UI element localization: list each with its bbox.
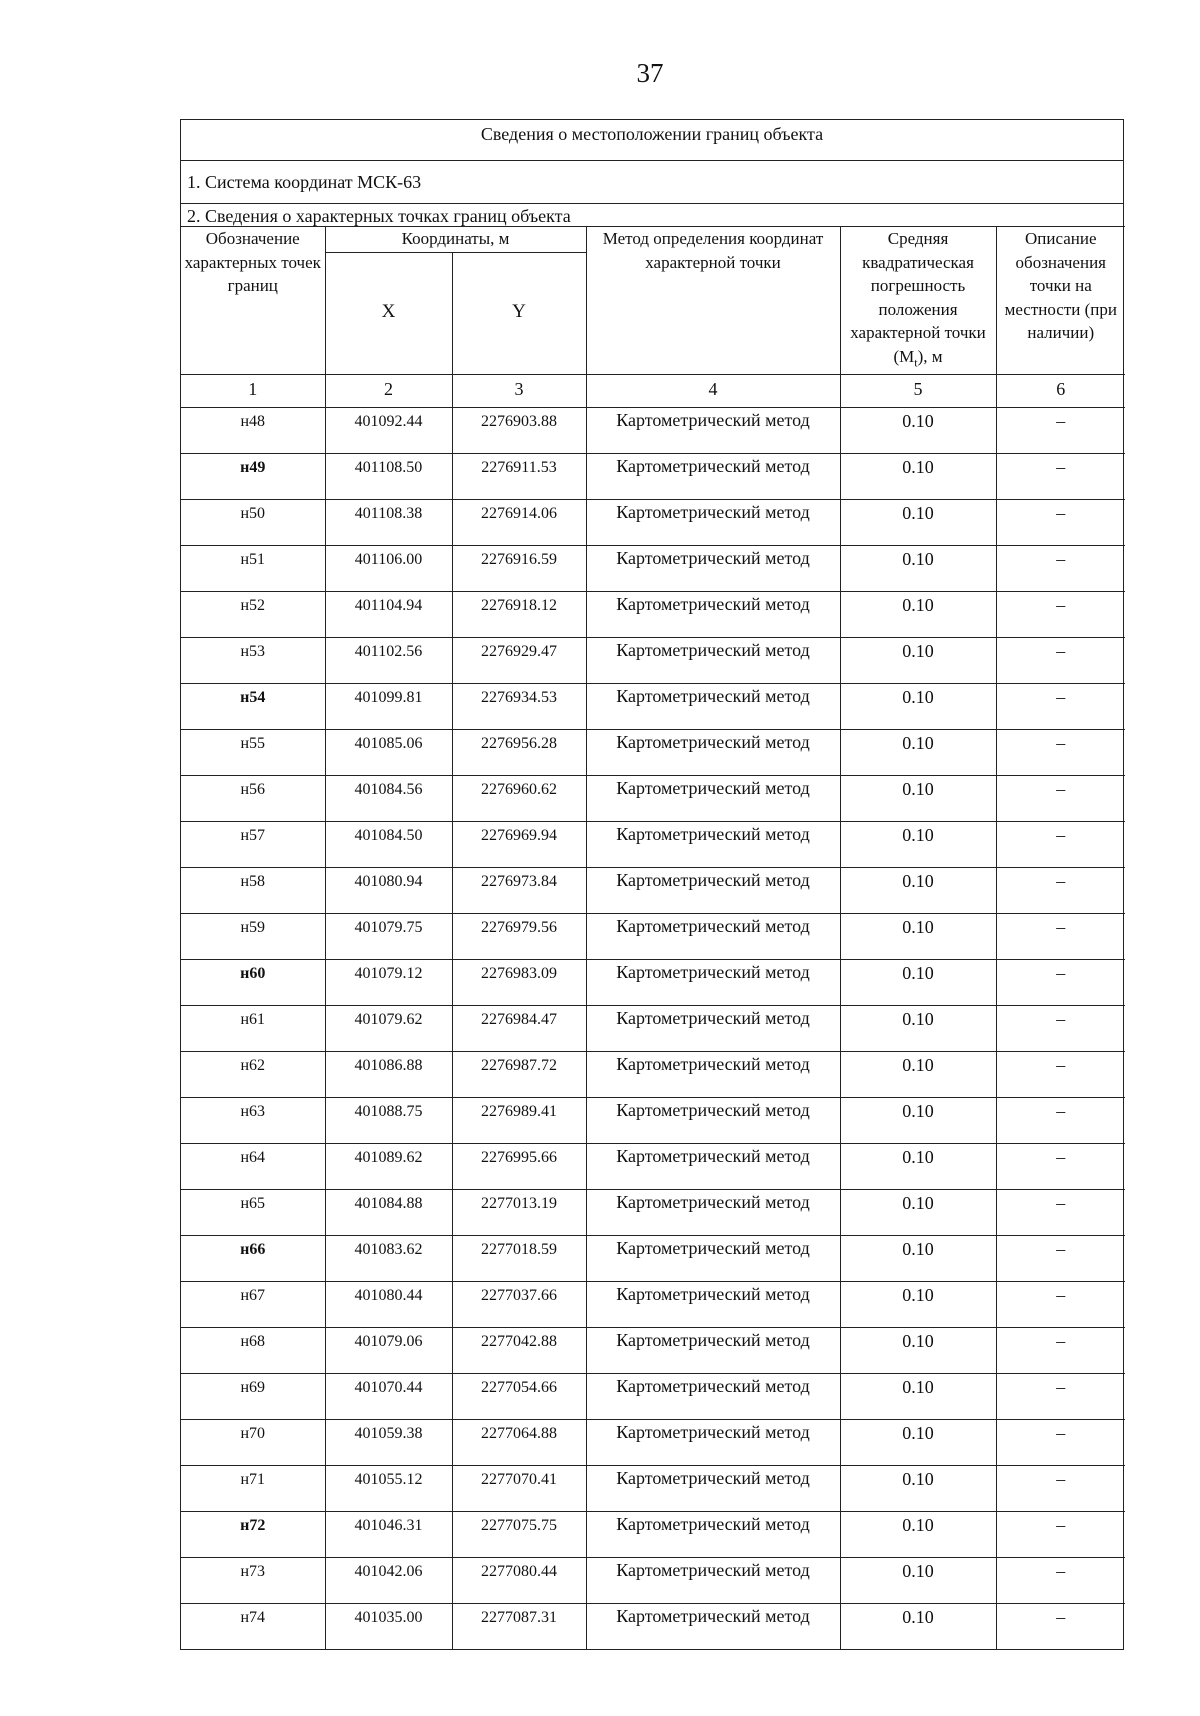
error-cell: 0.10 [840,1190,996,1236]
error-cell: 0.10 [840,1052,996,1098]
table-row [181,1098,1125,1144]
point-cell: н68 [181,1328,325,1374]
method-cell: Картометрический метод [586,776,840,822]
error-cell: 0.10 [840,1420,996,1466]
point-cell: н64 [181,1144,325,1190]
point-cell: н51 [181,546,325,592]
y-coord-cell: 2276903.88 [452,408,586,454]
y-coord-cell: 2277064.88 [452,1420,586,1466]
y-coord-cell: 2276983.09 [452,960,586,1006]
x-coord-cell: 401079.62 [325,1006,452,1052]
point-cell: н55 [181,730,325,776]
table-row [181,592,1125,638]
description-cell: – [996,1236,1125,1282]
table-row [181,730,1125,776]
table-row [181,546,1125,592]
x-coord-cell: 401084.88 [325,1190,452,1236]
col-header-error [840,227,996,375]
y-coord-cell: 2276984.47 [452,1006,586,1052]
table-row [181,500,1125,546]
description-cell: – [996,868,1125,914]
points-table-header [181,227,1125,375]
method-cell: Картометрический метод [586,914,840,960]
description-cell: – [996,638,1125,684]
y-coord-cell: 2276934.53 [452,684,586,730]
error-cell: 0.10 [840,730,996,776]
error-cell: 0.10 [840,868,996,914]
y-coord-cell: 2277037.66 [452,1282,586,1328]
method-cell: Картометрический метод [586,1098,840,1144]
point-cell: н62 [181,1052,325,1098]
y-coord-cell: 2276916.59 [452,546,586,592]
table-row [181,1604,1125,1650]
table-row [181,1328,1125,1374]
table-row [181,1282,1125,1328]
x-coord-cell: 401059.38 [325,1420,452,1466]
table-row [181,684,1125,730]
y-coord-cell: 2276929.47 [452,638,586,684]
error-cell: 0.10 [840,1236,996,1282]
method-cell: Картометрический метод [586,1558,840,1604]
point-cell: н49 [181,454,325,500]
error-label-a: Средняя квадратическая погрешность положения характерной точки (M [850,229,986,366]
x-coord-cell: 401080.44 [325,1282,452,1328]
method-cell: Картометрический метод [586,500,840,546]
x-coord-cell: 401079.12 [325,960,452,1006]
table-row [181,454,1125,500]
x-coord-cell: 401104.94 [325,592,452,638]
column-numbers-row [181,375,1125,408]
point-cell: н67 [181,1282,325,1328]
x-coord-cell: 401055.12 [325,1466,452,1512]
method-cell: Картометрический метод [586,1144,840,1190]
description-cell: – [996,592,1125,638]
description-cell: – [996,1098,1125,1144]
point-cell: н52 [181,592,325,638]
error-cell: 0.10 [840,1604,996,1650]
table-row [181,776,1125,822]
description-cell: – [996,960,1125,1006]
description-cell: – [996,1512,1125,1558]
description-cell: – [996,1420,1125,1466]
error-cell: 0.10 [840,1558,996,1604]
method-cell: Картометрический метод [586,868,840,914]
description-cell: – [996,1052,1125,1098]
x-coord-cell: 401042.06 [325,1558,452,1604]
table-row [181,868,1125,914]
y-coord-cell: 2277087.31 [452,1604,586,1650]
error-cell: 0.10 [840,454,996,500]
points-table-body [181,375,1125,1650]
point-cell: н72 [181,1512,325,1558]
description-cell: – [996,454,1125,500]
y-coord-cell: 2276914.06 [452,500,586,546]
method-cell: Картометрический метод [586,1052,840,1098]
y-coord-cell: 2276969.94 [452,822,586,868]
y-coord-cell: 2276979.56 [452,914,586,960]
x-coord-cell: 401080.94 [325,868,452,914]
method-cell: Картометрический метод [586,1236,840,1282]
point-cell: н74 [181,1604,325,1650]
error-cell: 0.10 [840,592,996,638]
error-cell: 0.10 [840,1466,996,1512]
table-row [181,1374,1125,1420]
description-cell: – [996,1144,1125,1190]
table-title: Сведения о местоположении границ объекта [181,120,1123,161]
method-cell: Картометрический метод [586,546,840,592]
x-coord-cell: 401108.38 [325,500,452,546]
col-number: 3 [452,375,586,408]
method-cell: Картометрический метод [586,454,840,500]
description-cell: – [996,1374,1125,1420]
description-cell: – [996,776,1125,822]
y-coord-cell: 2277018.59 [452,1236,586,1282]
table-row [181,1190,1125,1236]
x-coord-cell: 401070.44 [325,1374,452,1420]
error-cell: 0.10 [840,960,996,1006]
table-row [181,1236,1125,1282]
table-row [181,822,1125,868]
x-coord-cell: 401088.75 [325,1098,452,1144]
y-coord-cell: 2276987.72 [452,1052,586,1098]
description-cell: – [996,822,1125,868]
error-cell: 0.10 [840,684,996,730]
x-coord-cell: 401079.75 [325,914,452,960]
table-row [181,638,1125,684]
x-coord-cell: 401108.50 [325,454,452,500]
points-caption: 2. Сведения о характерных точках границ объекта [187,206,571,226]
y-coord-cell: 2277042.88 [452,1328,586,1374]
y-coord-cell: 2276989.41 [452,1098,586,1144]
point-cell: н71 [181,1466,325,1512]
col-header-description: Описание обозначения точки на местности (при наличии) [996,227,1125,375]
method-cell: Картометрический метод [586,1466,840,1512]
method-cell: Картометрический метод [586,1420,840,1466]
error-cell: 0.10 [840,914,996,960]
y-coord-cell: 2276995.66 [452,1144,586,1190]
method-cell: Картометрический метод [586,960,840,1006]
description-cell: – [996,1604,1125,1650]
col-header-x: X [325,252,452,375]
col-header-method: Метод определения координат характерной точки [586,227,840,375]
description-cell: – [996,546,1125,592]
col-header-point: Обозначение характерных точек границ [181,227,325,375]
point-cell: н63 [181,1098,325,1144]
description-cell: – [996,1006,1125,1052]
y-coord-cell: 2276918.12 [452,592,586,638]
error-label-b: ), м [917,346,943,366]
point-cell: н48 [181,408,325,454]
method-cell: Картометрический метод [586,592,840,638]
method-cell: Картометрический метод [586,408,840,454]
description-cell: – [996,408,1125,454]
method-cell: Картометрический метод [586,1006,840,1052]
point-cell: н69 [181,1374,325,1420]
y-coord-cell: 2276973.84 [452,868,586,914]
coordinate-system: 1. Система координат МСК-63 [181,161,1123,204]
table-row [181,408,1125,454]
error-cell: 0.10 [840,1006,996,1052]
error-cell: 0.10 [840,638,996,684]
x-coord-cell: 401102.56 [325,638,452,684]
error-cell: 0.10 [840,1098,996,1144]
points-table [181,226,1125,1649]
method-cell: Картометрический метод [586,1282,840,1328]
error-cell: 0.10 [840,1144,996,1190]
point-cell: н53 [181,638,325,684]
table-row [181,914,1125,960]
error-cell: 0.10 [840,822,996,868]
y-coord-cell: 2276960.62 [452,776,586,822]
method-cell: Картометрический метод [586,730,840,776]
x-coord-cell: 401035.00 [325,1604,452,1650]
error-cell: 0.10 [840,1374,996,1420]
col-number: 4 [586,375,840,408]
point-cell: н54 [181,684,325,730]
col-number: 1 [181,375,325,408]
point-cell: н58 [181,868,325,914]
description-cell: – [996,914,1125,960]
x-coord-cell: 401046.31 [325,1512,452,1558]
description-cell: – [996,1328,1125,1374]
point-cell: н59 [181,914,325,960]
y-coord-cell: 2277075.75 [452,1512,586,1558]
description-cell: – [996,1558,1125,1604]
y-coord-cell: 2277070.41 [452,1466,586,1512]
y-coord-cell: 2277013.19 [452,1190,586,1236]
error-cell: 0.10 [840,500,996,546]
method-cell: Картометрический метод [586,684,840,730]
description-cell: – [996,730,1125,776]
description-cell: – [996,684,1125,730]
x-coord-cell: 401084.50 [325,822,452,868]
description-cell: – [996,1466,1125,1512]
method-cell: Картометрический метод [586,638,840,684]
error-cell: 0.10 [840,1328,996,1374]
x-coord-cell: 401099.81 [325,684,452,730]
y-coord-cell: 2277080.44 [452,1558,586,1604]
table-row [181,960,1125,1006]
boundary-info-table [180,119,1124,1650]
x-coord-cell: 401084.56 [325,776,452,822]
error-label-sub: t [914,354,918,369]
x-coord-cell: 401089.62 [325,1144,452,1190]
table-row [181,1420,1125,1466]
method-cell: Картометрический метод [586,1604,840,1650]
error-cell: 0.10 [840,1512,996,1558]
table-row [181,1558,1125,1604]
point-cell: н70 [181,1420,325,1466]
error-cell: 0.10 [840,1282,996,1328]
y-coord-cell: 2277054.66 [452,1374,586,1420]
table-row [181,1006,1125,1052]
point-cell: н73 [181,1558,325,1604]
x-coord-cell: 401079.06 [325,1328,452,1374]
page-number: 37 [636,58,664,88]
table-row [181,1466,1125,1512]
y-coord-cell: 2276911.53 [452,454,586,500]
point-cell: н56 [181,776,325,822]
col-header-coords: Координаты, м [325,227,586,253]
x-coord-cell: 401083.62 [325,1236,452,1282]
table-row [181,1052,1125,1098]
point-cell: н66 [181,1236,325,1282]
table-row [181,1512,1125,1558]
point-cell: н65 [181,1190,325,1236]
description-cell: – [996,1282,1125,1328]
point-cell: н50 [181,500,325,546]
col-header-y: Y [452,252,586,375]
x-coord-cell: 401086.88 [325,1052,452,1098]
col-number: 5 [840,375,996,408]
method-cell: Картометрический метод [586,1512,840,1558]
x-coord-cell: 401085.06 [325,730,452,776]
description-cell: – [996,500,1125,546]
method-cell: Картометрический метод [586,822,840,868]
error-cell: 0.10 [840,546,996,592]
x-coord-cell: 401106.00 [325,546,452,592]
table-row [181,1144,1125,1190]
point-cell: н61 [181,1006,325,1052]
error-cell: 0.10 [840,776,996,822]
col-number: 2 [325,375,452,408]
point-cell: н60 [181,960,325,1006]
method-cell: Картометрический метод [586,1328,840,1374]
col-number: 6 [996,375,1125,408]
y-coord-cell: 2276956.28 [452,730,586,776]
error-cell: 0.10 [840,408,996,454]
method-cell: Картометрический метод [586,1374,840,1420]
x-coord-cell: 401092.44 [325,408,452,454]
description-cell: – [996,1190,1125,1236]
method-cell: Картометрический метод [586,1190,840,1236]
point-cell: н57 [181,822,325,868]
